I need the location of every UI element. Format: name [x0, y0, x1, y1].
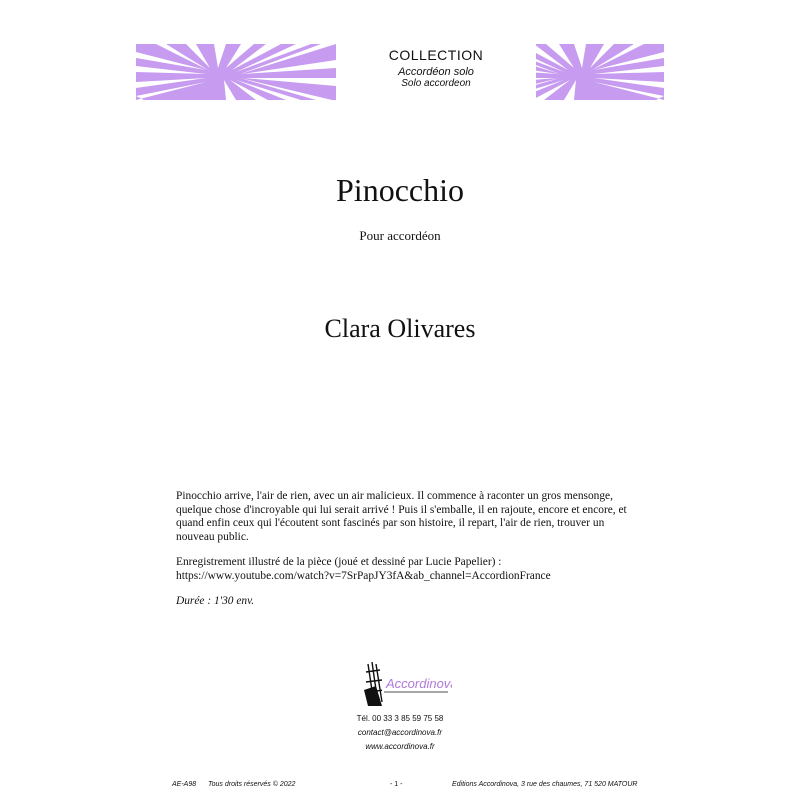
contact-block [0, 712, 800, 754]
description-block [176, 490, 632, 621]
description-paragraph: Pinocchio arrive, l'air de rien, avec un air malicieux. Il commence à raconter un gros mensonge, quelque chose d'incroyable qui lui serait arrivé ! Puis il s'emballe, il en rajoute, encore et encore, et quand enfin ceux qui l'écoutent sont fascinés par son histoire, il repart, l'air de rien, trouver un nouveau public. [176, 490, 627, 543]
logo-text: Accordinova [386, 676, 452, 691]
email-link[interactable]: contact@accordinova.fr [357, 728, 443, 737]
footer-publisher: Editions Accordinova, 3 rue des chaumes, 71 520 MATOUR [452, 781, 638, 788]
phone-number: Tél. 00 33 3 85 59 75 58 [356, 714, 444, 723]
collection-label: COLLECTION [388, 47, 484, 63]
composer-name: Clara Olivares [324, 314, 476, 343]
accordion-icon [362, 660, 452, 708]
series-french: Accordéon solo [398, 66, 474, 78]
recording-link[interactable]: https://www.youtube.com/watch?v=7SrPapJY3fA&ab_channel=AccordionFrance [176, 569, 551, 582]
recording-label: Enregistrement illustré de la pièce (joué et dessiné par Lucie Papelier) : [176, 556, 502, 568]
piece-title: Pinocchio [336, 172, 464, 208]
publisher-logo [362, 660, 452, 708]
collection-banner [136, 44, 664, 100]
footer-reference: AE-A98 [172, 781, 197, 788]
footer-rights: Tous droits réservés © 2022 [208, 781, 296, 788]
website-link[interactable]: www.accordinova.fr [365, 742, 435, 751]
banner-text-panel [336, 44, 536, 100]
series-english: Solo accordeon [401, 78, 471, 89]
recording-info [176, 556, 632, 583]
duration: Durée : 1'30 env. [176, 595, 255, 607]
footer-page-number: - 1 - [390, 781, 403, 788]
instrument-subtitle: Pour accordéon [359, 228, 441, 243]
